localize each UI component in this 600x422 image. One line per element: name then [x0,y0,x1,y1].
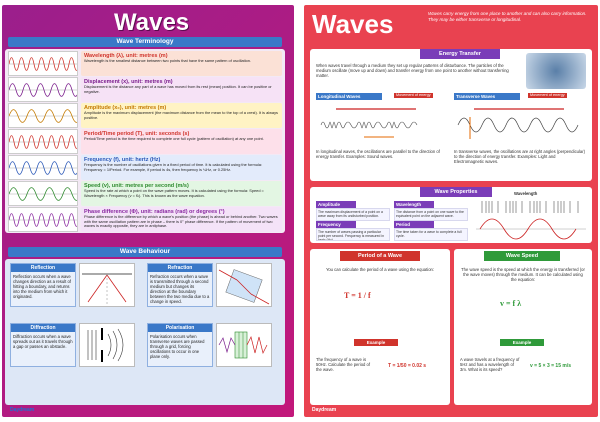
behaviour-card-reflection [10,263,76,307]
term-body: Phase difference is the difference by which a wave's position (the phase) is ahead or behind another. Two waves with the same oscillation pattern are in phase – there is 0° phase difference. If the pattern of movement of two waves is exactly opposite, they are in antiphase. [84,214,278,229]
card-body: Reflection occurs when a wave changes direction as a result of hitting a boundary, and returns into the medium from which it originated. [13,274,71,299]
behaviour-card-refraction [147,263,213,307]
daydream-logo: Daydream [10,407,35,413]
term-row [8,51,282,76]
wave-thumbnail [8,103,78,128]
speed-answer: v = 5 × 3 = 15 m/s [530,363,572,369]
term-row [8,181,282,206]
wave-thumbnail [8,77,78,102]
energy-transfer-text: When waves travel through a medium they set up regular patterns of disturbance. The particles of the medium oscillate (move up and down) and transfer energy from one point to another without transferring matter. [316,63,509,79]
trans-energy-arrow-label: Movement of energy [530,93,565,97]
wave-thumbnail [8,129,78,154]
wave-speed-header: Wave Speed [484,251,560,261]
term-heading: Wavelength (λ), unit: metres (m) [84,53,168,59]
wave-thumbnail [8,207,78,232]
term-text [81,155,282,180]
period-panel [310,249,450,405]
term-body: Displacement is the distance any part of a wave has moved from its rest (mean) position. It can be positive or negative. [84,84,272,94]
period-header: Period of a Wave [340,251,420,261]
transverse-text: In transverse waves, the oscillations are at right angles (perpendicular) to the direction of energy transfer. Examples: Light and Electromagnetic waves. [454,149,586,165]
behaviour-header: Wave Behaviour [8,247,282,257]
behaviour-card-polarisation [147,323,213,367]
poster-title: Waves [312,9,394,39]
card-title: Reflection [11,264,75,272]
term-text [81,103,282,128]
term-heading: Phase difference (Φ), unit: radians (rad) or degrees (°) [84,209,225,215]
poster-title: Waves [114,9,190,36]
polarisation-diagram [216,323,272,367]
diffraction-diagram [79,323,135,367]
wave-speed-equation: v = f λ [500,299,522,308]
wave-thumbnail [8,181,78,206]
term-body: Amplitude is the maximum displacement (the maximum distance from the mean to the top of a crest). It is always positive. [84,110,278,120]
terminology-poster [2,5,294,417]
term-body: Frequency is the number of oscillations given in a fixed period of time. It is calculated using the formula: Frequency = 1/Period. For example, if period is 4s, then frequency is ¼Hz, or 0.25Hz. [84,162,262,172]
property-heading: Period [394,221,434,228]
period-text: You can calculate the period of a wave using the equation: [325,267,435,272]
card-body: Diffraction occurs when a wave spreads out as it travels through a gap or passes an obstacle. [13,334,73,349]
term-row [8,129,282,154]
term-heading: Period/Time period (T), unit: seconds (s) [84,131,190,137]
waves-poster [304,5,598,417]
longitudinal-diagram [316,103,446,143]
property-heading: Frequency [316,221,356,228]
term-row [8,155,282,180]
term-heading: Amplitude (x₀), unit: metres (m) [84,105,167,111]
intro-text: Waves carry energy from one place to another and can also carry information. They may be either transverse or longitudinal. [428,11,587,22]
card-title: Polarisation [148,324,212,332]
card-body: Refraction occurs when a wave is transmitted through a second medium but changes its direction at the boundary between the two media due to a change in speed. [150,274,210,304]
card-body: Polarisation occurs when transverse waves are passed through a grid, forcing oscillations to occur in one plane only. [150,334,205,359]
water-ripple-image [526,53,586,89]
wave-speed-text: The wave speed is the speed at which the energy is transferred (or the wave moves) through the medium. It can be calculated using the equation: [461,267,585,283]
term-text [81,181,282,206]
period-answer: T = 1/50 = 0.02 s [388,363,427,369]
transverse-label: Transverse Waves [454,93,520,100]
terminology-header: Wave Terminology [8,37,282,47]
wave-properties-diagram [476,199,586,241]
wave-properties-header: Wave Properties [420,187,492,197]
property-definition: The maximum displacement of a point on a wave away from its undisturbed position. [316,208,390,221]
term-heading: Displacement (x), unit: metres (m) [84,79,173,85]
wavelength-label: Wavelength [514,191,538,196]
energy-transfer-header: Energy Transfer [420,49,500,59]
wave-thumbnail [8,155,78,180]
term-text [81,207,282,232]
reflection-diagram [79,263,135,307]
term-heading: Speed (v), unit: metres per second (m/s) [84,183,189,189]
term-row [8,207,282,232]
period-equation: T = 1 / f [344,291,371,300]
term-body: Period/Time period is the time required to complete one full cycle (pattern of oscillation) at any one point. [84,136,264,141]
term-row [8,103,282,128]
longitudinal-text: In longitudinal waves, the oscillations are parallel to the direction of energy transfer. Examples: Sound waves. [316,149,440,160]
property-definition: The number of waves passing a particular point per second. Frequency is measured in hertz (Hz). [316,228,390,241]
property-heading: Amplitude [316,201,356,208]
refraction-diagram [216,263,272,307]
term-text [81,77,282,102]
period-example-label: Example [354,339,398,346]
daydream-logo: Daydream [312,407,337,413]
speed-example-text: A wave travels at a frequency of 5Hz and has a wavelength of 3m. What is its speed? [460,357,520,373]
property-heading: Wavelength [394,201,434,208]
term-row [8,77,282,102]
long-energy-arrow-label: Movement of energy [396,93,431,97]
behaviour-card-diffraction [10,323,76,367]
term-text [81,51,282,76]
wave-thumbnail [8,51,78,76]
card-title: Diffraction [11,324,75,332]
transverse-diagram [454,103,586,143]
term-body: Wavelength is the smallest distance between two points that have the same pattern of oscillation. [84,58,252,63]
longitudinal-label: Longitudinal Waves [316,93,382,100]
term-heading: Frequency (f), unit: hertz (Hz) [84,157,161,163]
property-definition: The distance from a point on one wave to the equivalent point on the adjacent wave. [394,208,468,221]
term-text [81,129,282,154]
property-definition: The time taken for a wave to complete a full cycle. [394,228,468,241]
term-body: Speed is the rate at which a point on the wave pattern moves. It is calculated using the formula: Speed = Wavelength × Frequency (v = fλ). This is known as the wave equation. [84,188,264,198]
speed-example-label: Example [500,339,544,346]
card-title: Refraction [148,264,212,272]
period-example-text: The frequency of a wave is 50Hz. Calculate the period of the wave. [316,357,371,373]
